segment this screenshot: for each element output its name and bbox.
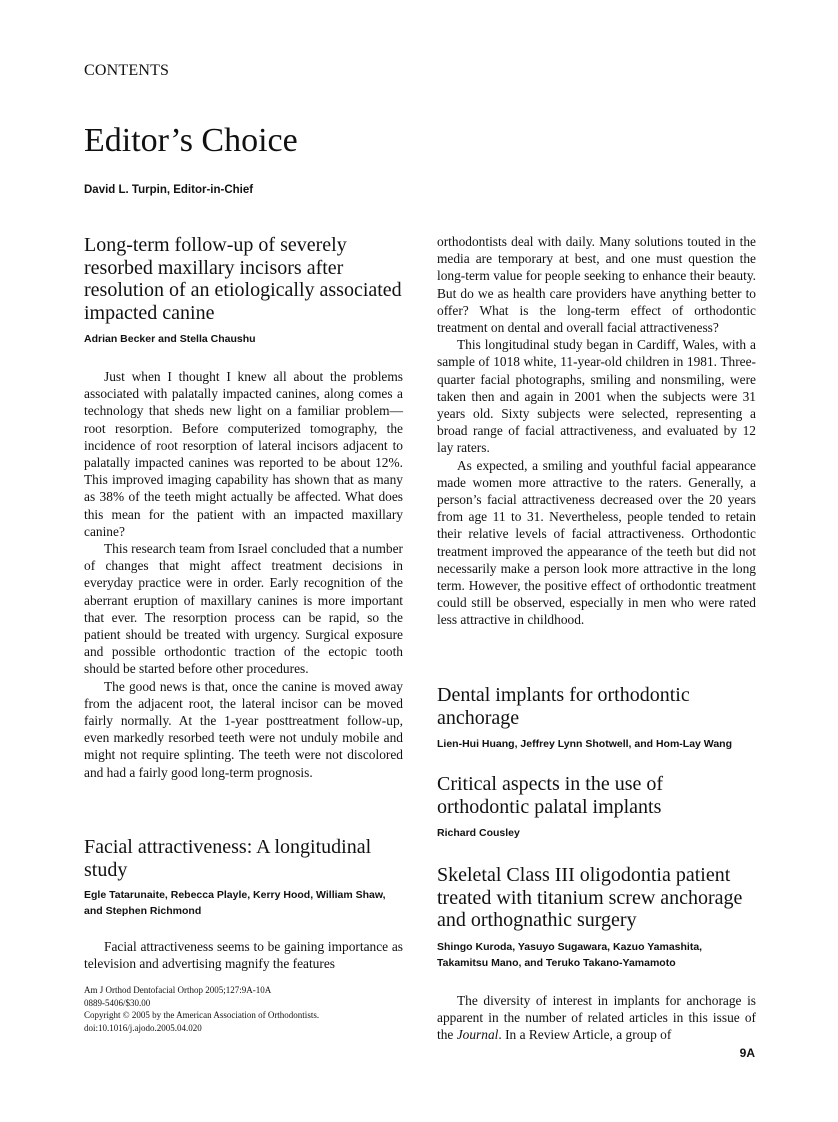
section-label: CONTENTS: [84, 62, 170, 79]
paragraph: orthodontists deal with daily. Many solutions touted in the media are temporary at best, and one must question the long-term value for people seeking to enhance their beauty. But do we as health care providers have anything better to offer? What is the long-term effect of orthodontic treatment on dental and overall facial attractiveness?: [437, 234, 756, 336]
page-number: 9A: [739, 1046, 755, 1060]
paragraph: As expected, a smiling and youthful facial appearance made women more attractive to the raters. Generally, a person’s facial attractiveness decreased over the 20 years from age 11 to 31. Nevertheless, people tended to retain their relative levels of facial attractiveness. Orthodontic treatment improved the appearance of the teeth but did not necessarily make a person look more attractive in the long term. However, the positive effect of orthodontic treatment could still be observed, especially in men who were rated less attractive in childhood.: [437, 457, 756, 628]
article-authors: Shingo Kuroda, Yasuyo Sugawara, Kazuo Yamashita, Takamitsu Mano, and Teruko Takano-Yamamoto: [437, 940, 703, 969]
paragraph: [437, 992, 756, 1044]
article-body: [84, 938, 403, 972]
article-body: [437, 992, 756, 1044]
article-body: [84, 368, 403, 781]
issn-price: 0889-5406/$30.00: [84, 997, 151, 1008]
article-authors: Egle Tatarunaite, Rebecca Playle, Kerry Hood, William Shaw, and Stephen Richmond: [84, 889, 386, 917]
article-4: [437, 773, 756, 841]
article-body: [437, 233, 756, 629]
article-authors: Lien-Hui Huang, Jeffrey Lynn Shotwell, and Hom-Lay Wang: [437, 738, 732, 750]
paragraph-text: The diversity of interest in implants for anchorage is apparent in the number of related articles in this issue of the: [437, 992, 756, 1042]
article-5: [437, 864, 756, 1043]
article-authors: Richard Cousley: [437, 827, 520, 839]
paragraph: This longitudinal study began in Cardiff, Wales, with a sample of 1018 white, 11-year-old children in 1981. Three-quarter facial photographs, smiling and nonsmiling, were taken then and again in 2001 when the subjects were 31 years old. Sixty subjects were selected, representing a broad range of facial attractiveness, and evaluated by 12 lay raters.: [437, 337, 756, 456]
paragraph: This research team from Israel concluded that a number of changes that might affect treatment decisions in everyday practice were in order. Early recognition of the aberrant eruption of maxillary canines is more important that ever. The resorption process can be rapid, so the patient should be treated with urgency. Surgical exposure and possible orthodontic traction of the ectopic tooth should be started before other procedures.: [84, 541, 403, 677]
paragraph: Facial attractiveness seems to be gaining importance as television and advertising magnify the features: [84, 939, 403, 972]
article-2-continued: [437, 233, 756, 629]
doi-link[interactable]: doi:10.1016/j.ajodo.2005.04.020: [84, 1022, 202, 1033]
copyright-notice: Copyright © 2005 by the American Association of Orthodontists.: [84, 1010, 320, 1020]
paragraph: Just when I thought I knew all about the problems associated with palatally impacted canines, along comes a technology that sheds new light on a familiar problem—root resorption. Before computerized tomography, the incidence of root resorption of lateral incisors adjacent to palatally impacted canines was reported to be about 12%. This improved imaging capability has shown that as many as 38% of the teeth might actually be affected. What does this mean for the patient with an impacted maxillary canine?: [84, 369, 403, 539]
article-3: [437, 684, 756, 752]
journal-name: Journal: [456, 1026, 499, 1042]
article-title: Dental implants for orthodontic anchorage: [437, 684, 690, 729]
article-2: [84, 836, 403, 972]
paragraph: The good news is that, once the canine is moved away from the adjacent root, the lateral incisor can be moved fairly normally. At the 1-year posttreatment follow-up, even markedly resorbed teeth were not unduly mobile and might not require splinting. The teeth were not discolored and had a fairly good long-term prognosis.: [84, 678, 403, 780]
journal-citation: Am J Orthod Dentofacial Orthop 2005;127:9A-10A: [84, 985, 272, 995]
page-title: Editor’s Choice: [84, 122, 298, 159]
article-title: Skeletal Class III oligodontia patient treated with titanium screw anchorage and orthognathic surgery: [437, 864, 743, 931]
article-title: Critical aspects in the use of orthodontic palatal implants: [437, 773, 664, 818]
article-title: Facial attractiveness: A longitudinal study: [84, 836, 372, 881]
citation-footer: [84, 984, 319, 1034]
article-1: [84, 234, 403, 781]
editor-byline: David L. Turpin, Editor-in-Chief: [84, 184, 254, 196]
article-authors: Adrian Becker and Stella Chaushu: [84, 333, 256, 345]
article-title: Long-term follow-up of severely resorbed maxillary incisors after resolution of an etiologically associated impacted canine: [84, 234, 402, 324]
paragraph-text: . In a Review Article, a group of: [498, 1026, 672, 1042]
